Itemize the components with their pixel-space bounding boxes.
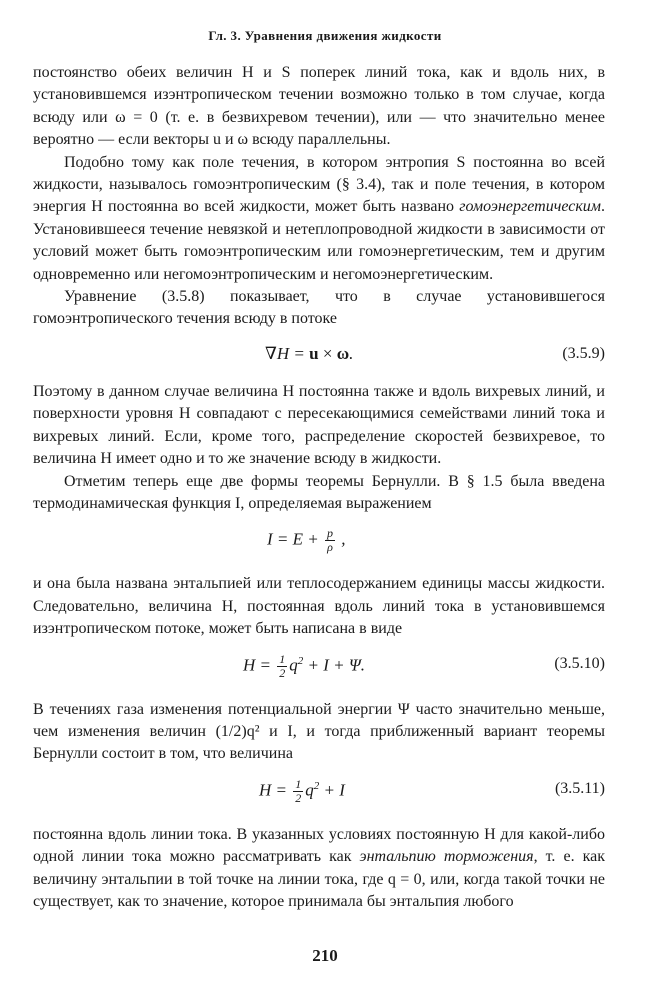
equation-number: (3.5.11) [554,779,605,797]
fraction-one-half [277,653,287,680]
eq4-lhs: H = [259,780,292,800]
fraction-denominator: 2 [295,790,302,805]
paragraph-8 [33,824,605,914]
equation-number: (3.5.10) [554,654,605,672]
eq1-u: u [309,343,319,363]
paragraph-1: постоянство обеих величин H и S поперек линий тока, как и вдоль них, в установившемся изэнтропическом течении возможно только в том случае, когда всюду или ω = 0 (т. е. в безвихревом течении), или — что значительно менее вероятно — если векторы u и ω всюду параллельны. [33,64,605,149]
paragraph-2 [33,152,605,286]
page-number: 210 [312,946,338,965]
paragraph-6: и она была названа энтальпией или теплосодержанием единицы массы жидкости. Следовательно, величина H, постоянная вдоль линий тока в установившемся изэнтропическом потоке, может быть написана в виде [33,575,605,638]
fraction-numerator: p [327,526,333,541]
equation-number: (3.5.9) [562,344,605,362]
eq1-op: × [318,343,337,363]
paragraph-2-start: Подобно тому как поле течения, в котором энтропия S постоянна во всей жидкости, называлось гомоэнтропическим (§ 3.4), так и поле течения, в котором энергия H постоянна во всей жидкости, может быть названо [33,153,605,216]
fraction-one-half [293,778,303,805]
fraction-p-over-rho [325,527,335,554]
eq4-exponent: 2 [313,779,320,792]
eq2-end: , [337,529,346,549]
fraction-numerator: 1 [279,651,286,666]
eq3-exponent: 2 [297,654,304,667]
equation-3-5-10 [33,645,605,693]
eq4-rest: + I [319,780,345,800]
paragraph-8-start: постоянна вдоль линии тока. В указанных условиях постоянную H для какой-либо одной линии тока можно рассматривать как [33,825,605,866]
eq1-omega: ω [336,343,350,363]
eq4-q: q [305,780,314,800]
eq3-lhs: H = [243,654,276,674]
equation-3-5-11 [33,770,605,818]
paragraph-3: Уравнение (3.5.8) показывает, что в случае установившегося гомоэнтропического течения всюду в потоке [33,288,605,328]
fraction-denominator: ρ [327,540,333,555]
fraction-numerator: 1 [295,776,302,791]
term-homoenergetic: гомоэнергетическим [459,198,602,216]
paragraph-4: Поэтому в данном случае величина H постоянна также и вдоль вихревых линий, и поверхности уровня H совпадают с пересекающимися семействами линий тока и вихревых линий. Если, кроме того, распределение скоростей безвихревое, то величина H имеет одно и то же значение всюду в жидкости. [33,382,605,468]
eq1-end: . [349,343,354,363]
paragraph-2-end: . Установившееся течение невязкой и нетеплопроводной жидкости в зависимости от условий может быть гомоэнтропическим или гомоэнергетическим, тем и другим одновременно или негомоэнтропическим и негомоэнергетическим. [33,198,606,283]
equation-3-5-9-expression [265,343,353,365]
paragraph-7: В течениях газа изменения потенциальной энергии Ψ часто значительно меньше, чем изменения величин (1/2)q² и I, и тогда приближенный вариант теоремы Бернулли состоит в том, что величина [33,700,605,763]
running-head: Гл. 3. Уравнения движения жидкости [208,28,442,43]
equation-3-5-10-expression [243,653,365,680]
eq1-lhs: ∇H = [265,343,310,363]
equation-3-5-9 [33,335,605,375]
eq3-rest: + I + Ψ. [303,654,366,674]
equation-enthalpy-expression [267,527,346,554]
equation-3-5-11-expression [259,778,345,805]
fraction-denominator: 2 [279,665,286,680]
equation-enthalpy [33,519,605,567]
eq3-q: q [289,654,298,674]
term-stagnation-enthalpy: энтальпию торможения [359,848,534,866]
eq2-lhs: I = E + [267,529,323,549]
page-body [33,62,605,913]
paragraph-5: Отметим теперь еще две формы теоремы Бернулли. В § 1.5 была введена термодинамическая функция I, определяемая выражением [33,472,605,512]
paragraph-8-end: , т. е. как величину энтальпии в той точке на линии тока, где q = 0, или, когда такой точки не существует, как то значение, которое принимала бы энтальпия любого [33,848,606,910]
